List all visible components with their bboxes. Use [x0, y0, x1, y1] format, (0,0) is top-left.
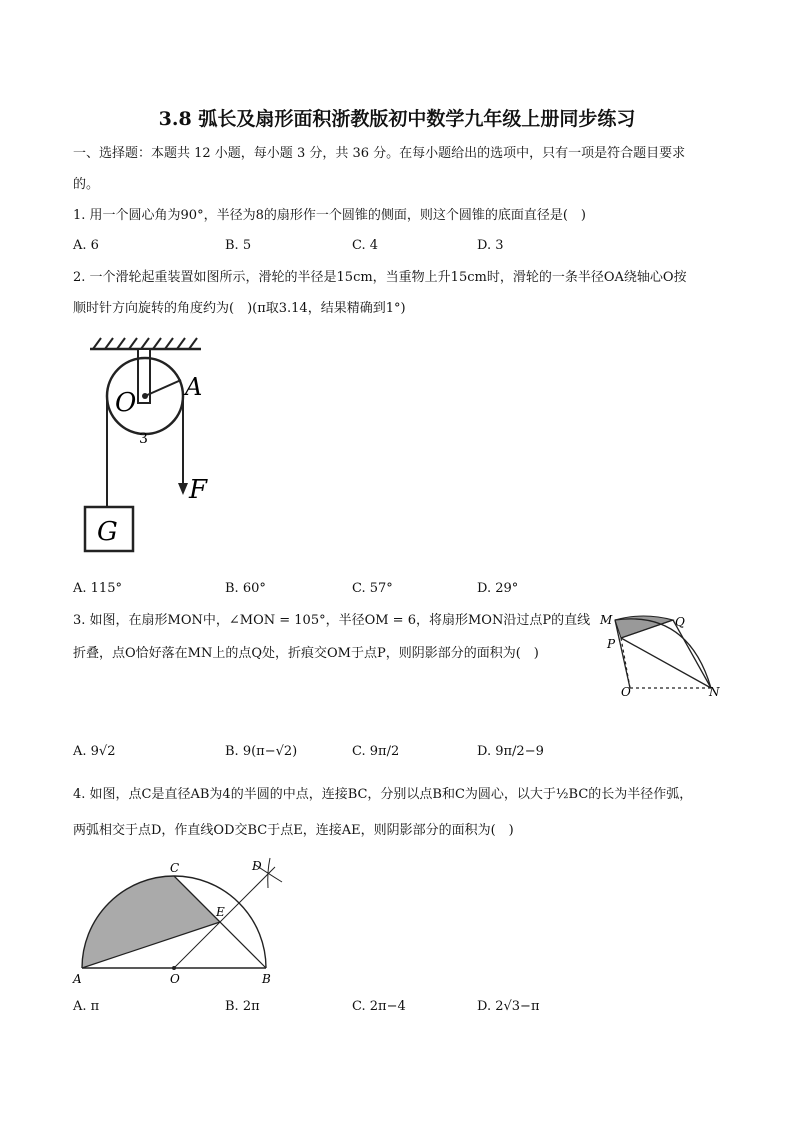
- page-title: 3.8 弧长及扇形面积浙教版初中数学九年级上册同步练习: [158, 108, 636, 130]
- q1-option-c: C. 4: [352, 238, 379, 253]
- sector-figure: [598, 610, 728, 700]
- label-f: F: [189, 475, 208, 505]
- svg-text:M: M: [600, 613, 613, 627]
- svg-text:P: P: [607, 637, 616, 651]
- label-a: A: [185, 373, 203, 401]
- section-heading-line1: 一、选择题：本题共 12 小题，每小题 3 分，共 36 分。在每小题给出的选项中，只有一项是符合题目要求: [73, 146, 686, 161]
- q3-option-b: B. 9(π−√2): [225, 744, 298, 759]
- svg-text:C: C: [170, 861, 180, 875]
- q4-stem-line2: 两弧相交于点D，作直线OD交BC于点E，连接AE，则阴影部分的面积为( ): [73, 823, 514, 838]
- q3-option-d: D. 9π/2−9: [477, 744, 544, 759]
- q4-option-d: D. 2√3−π: [477, 999, 540, 1014]
- q2-option-d: D. 29°: [477, 581, 519, 596]
- q2-stem-line1: 2. 一个滑轮起重装置如图所示，滑轮的半径是15cm，当重物上升15cm时，滑轮的一条半径OA绕轴心O按: [73, 270, 687, 285]
- q2-option-c: C. 57°: [352, 581, 393, 596]
- svg-text:D: D: [252, 859, 262, 873]
- svg-text:E: E: [216, 905, 225, 919]
- semicircle-figure: [70, 852, 300, 987]
- q4-option-c: C. 2π−4: [352, 999, 406, 1014]
- shaded-region: [82, 876, 220, 968]
- q3-option-c: C. 9π/2: [352, 744, 400, 759]
- q2-option-a: A. 115°: [73, 581, 122, 596]
- svg-text:A: A: [73, 972, 82, 986]
- svg-text:O: O: [621, 685, 631, 699]
- q1-stem: 1. 用一个圆心角为90°，半径为8的扇形作一个圆锥的侧面，则这个圆锥的底面直径是( ): [73, 208, 586, 223]
- label-o: O: [115, 388, 137, 418]
- q4-option-b: B. 2π: [225, 999, 260, 1014]
- q1-option-a: A. 6: [73, 238, 99, 253]
- q1-option-b: B. 5: [225, 238, 252, 253]
- q3-stem-line1: 3. 如图，在扇形MON中，∠MON = 105°，半径OM = 6，将扇形MON沿过点P的直线: [73, 613, 591, 628]
- label-g: G: [97, 517, 118, 547]
- q3-stem-line2: 折叠，点O恰好落在MN上的点Q处，折痕交OM于点P，则阴影部分的面积为( ): [73, 646, 539, 661]
- q2-option-b: B. 60°: [225, 581, 266, 596]
- q1-option-d: D. 3: [477, 238, 504, 253]
- svg-text:O: O: [170, 972, 180, 986]
- svg-text:N: N: [709, 685, 720, 699]
- svg-text:B: B: [262, 972, 271, 986]
- q4-option-a: A. π: [73, 999, 100, 1014]
- svg-text:3: 3: [139, 431, 148, 447]
- svg-text:Q: Q: [675, 615, 685, 629]
- q4-stem-line1: 4. 如图，点C是直径AB为4的半圆的中点，连接BC，分别以点B和C为圆心，以大于½BC的长为半径作弧，: [73, 787, 693, 802]
- section-heading-line2: 的。: [73, 177, 100, 192]
- q2-stem-line2: 顺时针方向旋转的角度约为( )(π取3.14，结果精确到1°): [73, 301, 406, 316]
- q3-option-a: A. 9√2: [73, 744, 116, 759]
- pulley-figure: [75, 335, 215, 560]
